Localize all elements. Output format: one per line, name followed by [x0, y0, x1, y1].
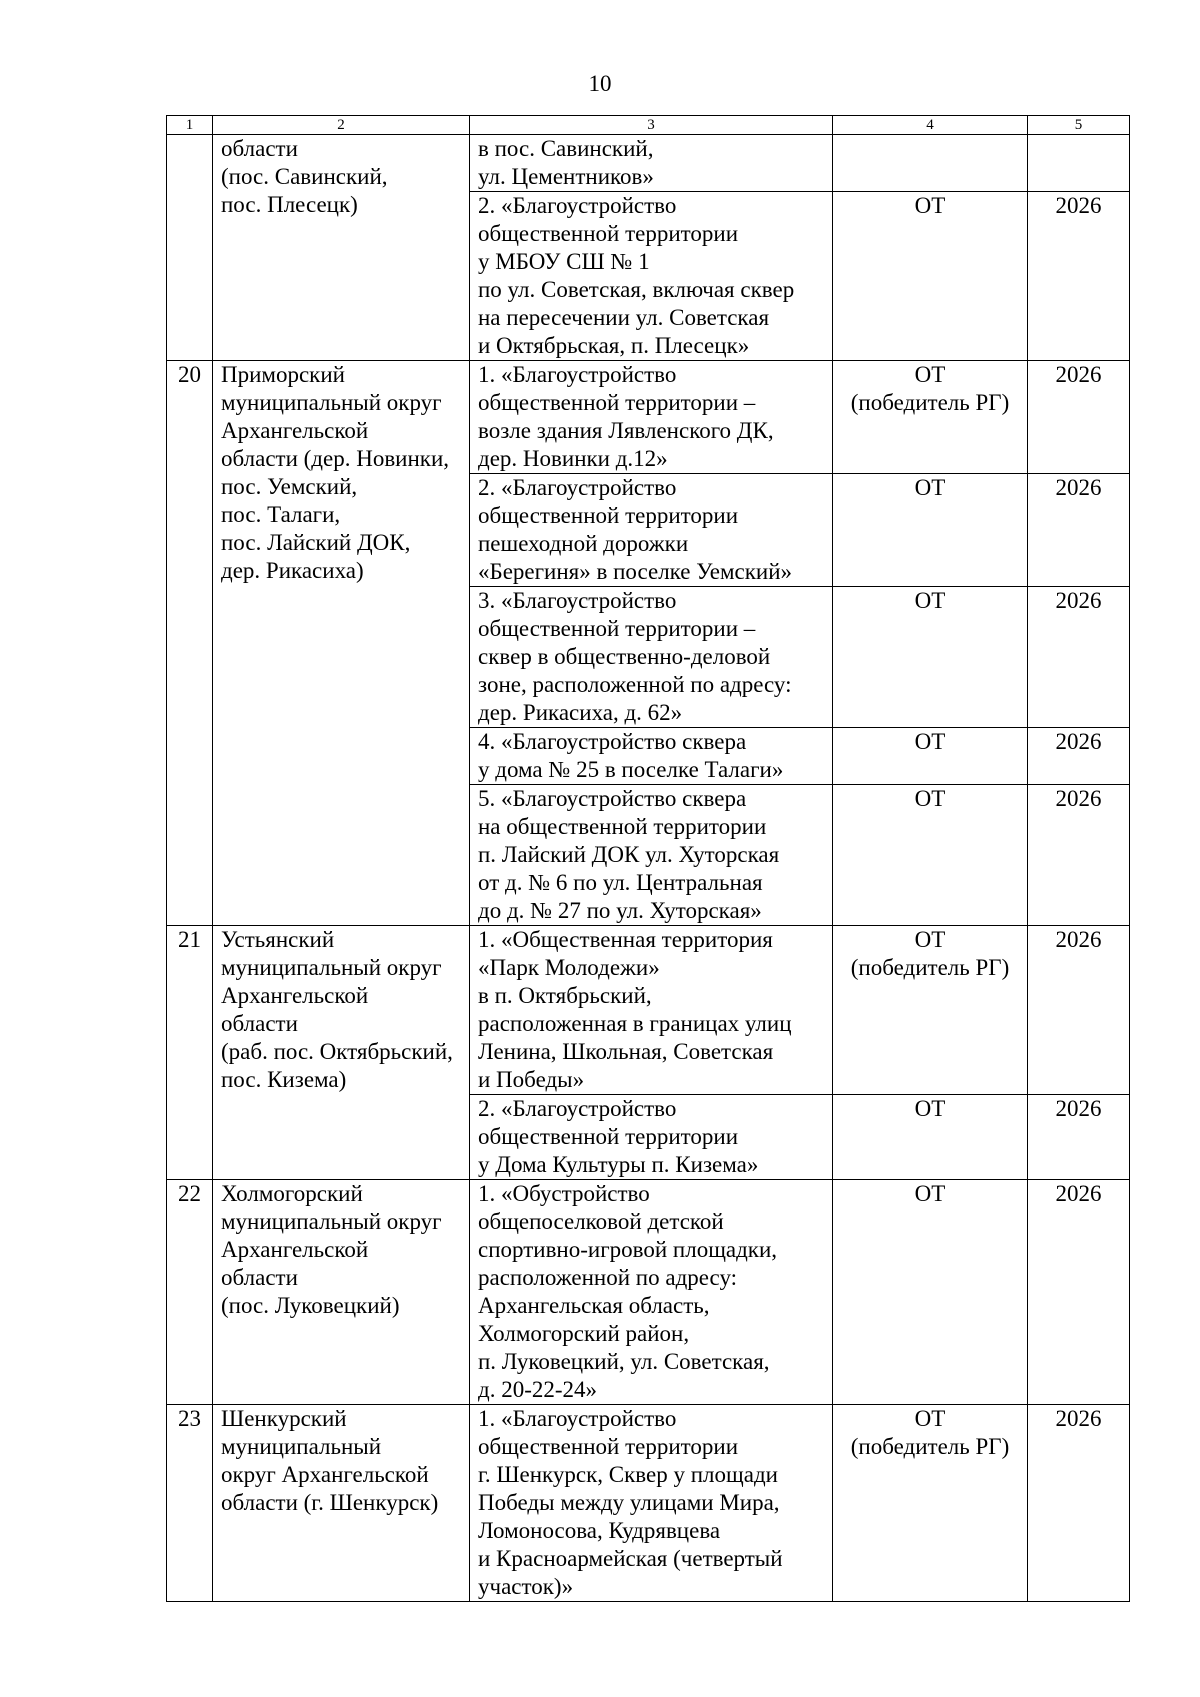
municipality-line: пос. Талаги, [221, 502, 341, 527]
row-number: 20 [167, 361, 213, 926]
municipality-line: округ Архангельской [221, 1462, 429, 1487]
project-cell [470, 361, 833, 474]
year-cell: 2026 [1028, 192, 1130, 361]
year-cell: 2026 [1028, 785, 1130, 926]
project-line: дер. Рикасиха, д. 62» [478, 700, 683, 725]
year-cell: 2026 [1028, 1095, 1130, 1180]
project-line: общественной территории – [478, 390, 756, 415]
municipality-line: Устьянский [221, 927, 335, 952]
project-line: 1. «Общественная территория [478, 927, 773, 952]
territory-type-cell [833, 1095, 1028, 1180]
municipality-line: области [221, 1011, 298, 1036]
project-cell [470, 587, 833, 728]
project-line: Победы между улицами Мира, [478, 1490, 780, 1515]
municipality-cell [213, 361, 470, 926]
territory-type-cell [833, 1180, 1028, 1405]
project-line: г. Шенкурск, Сквер у площади [478, 1462, 778, 1487]
project-line: до д. № 27 по ул. Хуторская» [478, 898, 762, 923]
year-cell: 2026 [1028, 1180, 1130, 1405]
project-line: и Красноармейская (четвертый [478, 1546, 783, 1571]
project-line: 2. «Благоустройство [478, 193, 677, 218]
municipality-line: Архангельской [221, 1237, 369, 1262]
municipality-line: области [221, 1265, 298, 1290]
municipality-line: Шенкурский [221, 1406, 347, 1431]
municipality-line: муниципальный [221, 1434, 382, 1459]
project-line: «Берегиня» в поселке Уемский» [478, 559, 793, 584]
project-line: 2. «Благоустройство [478, 1096, 677, 1121]
project-line: п. Луковецкий, ул. Советская, [478, 1349, 770, 1374]
project-line: спортивно-игровой площадки, [478, 1237, 778, 1262]
project-line: 5. «Благоустройство сквера [478, 786, 747, 811]
project-line: и Победы» [478, 1067, 585, 1092]
municipality-line: области [221, 136, 298, 161]
project-line: участок)» [478, 1574, 574, 1599]
project-cell [470, 474, 833, 587]
territory-type-line: ОТ [914, 729, 946, 754]
table-row [167, 1180, 1130, 1405]
project-line: зоне, расположенной по адресу: [478, 672, 792, 697]
territory-type-line: ОТ [914, 193, 946, 218]
project-line: 1. «Благоустройство [478, 1406, 677, 1431]
project-line: Архангельская область, [478, 1293, 710, 1318]
row-number: 21 [167, 926, 213, 1180]
project-line: 2. «Благоустройство [478, 475, 677, 500]
table-row [167, 1405, 1130, 1602]
column-number-header: 1 [167, 116, 213, 135]
municipality-line: области (г. Шенкурск) [221, 1490, 439, 1515]
municipality-cell [213, 926, 470, 1180]
project-cell [470, 135, 833, 192]
project-line: Холмогорский район, [478, 1321, 690, 1346]
territory-type-line: ОТ [914, 927, 946, 952]
project-line: общественной территории [478, 221, 738, 246]
territory-type-line: (победитель РГ) [850, 390, 1010, 415]
territory-type-line: (победитель РГ) [850, 955, 1010, 980]
project-line: Ломоносова, Кудрявцева [478, 1518, 721, 1543]
project-cell [470, 926, 833, 1095]
year-cell: 2026 [1028, 728, 1130, 785]
territory-type-line: ОТ [914, 786, 946, 811]
year-cell: 2026 [1028, 474, 1130, 587]
year-cell: 2026 [1028, 587, 1130, 728]
municipality-line: Холмогорский [221, 1181, 363, 1206]
project-line: на пересечении ул. Советская [478, 305, 770, 330]
project-line: в п. Октябрьский, [478, 983, 652, 1008]
project-line: 1. «Благоустройство [478, 362, 677, 387]
project-line: общественной территории [478, 503, 738, 528]
project-line: «Парк Молодежи» [478, 955, 660, 980]
territory-type-line: ОТ [914, 475, 946, 500]
municipality-line: области (дер. Новинки, [221, 446, 450, 471]
project-line: ул. Цементников» [478, 164, 654, 189]
year-cell: 2026 [1028, 361, 1130, 474]
territory-type-line: ОТ [914, 362, 946, 387]
project-line: у Дома Культуры п. Кизема» [478, 1152, 759, 1177]
territory-type-line: ОТ [914, 1181, 946, 1206]
territory-type-cell [833, 361, 1028, 474]
project-cell [470, 192, 833, 361]
project-line: по ул. Советская, включая сквер [478, 277, 795, 302]
municipality-line: дер. Рикасиха) [221, 558, 364, 583]
project-cell [470, 1405, 833, 1602]
municipality-line: муниципальный округ [221, 390, 442, 415]
project-line: у дома № 25 в поселке Талаги» [478, 757, 784, 782]
row-number: 23 [167, 1405, 213, 1602]
project-line: общественной территории [478, 1124, 738, 1149]
table-row [167, 926, 1130, 1095]
project-line: общепоселковой детской [478, 1209, 724, 1234]
project-cell [470, 1095, 833, 1180]
municipality-line: пос. Лайский ДОК, [221, 530, 411, 555]
project-line: у МБОУ СШ № 1 [478, 249, 650, 274]
column-number-header: 4 [833, 116, 1028, 135]
page-number: 10 [588, 71, 612, 96]
municipality-line: пос. Уемский, [221, 474, 358, 499]
territory-type-line: ОТ [914, 1406, 946, 1431]
column-number-header: 2 [213, 116, 470, 135]
municipality-cell [213, 135, 470, 361]
project-line: возле здания Лявленского ДК, [478, 418, 774, 443]
header-row [167, 116, 1130, 135]
project-line: дер. Новинки д.12» [478, 446, 668, 471]
project-cell [470, 1180, 833, 1405]
municipality-line: Приморский [221, 362, 345, 387]
table-row [167, 361, 1130, 474]
municipality-cell [213, 1405, 470, 1602]
program-table [166, 115, 1130, 1602]
table-row [167, 135, 1130, 192]
project-line: п. Лайский ДОК ул. Хуторская [478, 842, 780, 867]
project-line: в пос. Савинский, [478, 136, 654, 161]
territory-type-line: ОТ [914, 588, 946, 613]
row-number: 22 [167, 1180, 213, 1405]
municipality-line: пос. Кизема) [221, 1067, 347, 1092]
project-line: 4. «Благоустройство сквера [478, 729, 747, 754]
project-line: пешеходной дорожки [478, 531, 689, 556]
year-cell [1028, 135, 1130, 192]
territory-type-line: (победитель РГ) [850, 1434, 1010, 1459]
project-line: общественной территории [478, 1434, 738, 1459]
territory-type-cell [833, 474, 1028, 587]
project-line: Ленина, Школьная, Советская [478, 1039, 774, 1064]
project-line: общественной территории – [478, 616, 756, 641]
column-number-header: 5 [1028, 116, 1130, 135]
municipality-line: пос. Плесецк) [221, 192, 358, 217]
territory-type-cell [833, 728, 1028, 785]
project-line: сквер в общественно-деловой [478, 644, 771, 669]
project-cell [470, 785, 833, 926]
territory-type-cell [833, 1405, 1028, 1602]
municipality-line: (пос. Луковецкий) [221, 1293, 400, 1318]
municipality-line: (раб. пос. Октябрьский, [221, 1039, 453, 1064]
territory-type-cell [833, 135, 1028, 192]
municipality-line: (пос. Савинский, [221, 164, 388, 189]
territory-type-cell [833, 587, 1028, 728]
municipality-line: муниципальный округ [221, 1209, 442, 1234]
municipality-line: Архангельской [221, 418, 369, 443]
territory-type-line: ОТ [914, 1096, 946, 1121]
territory-type-cell [833, 785, 1028, 926]
year-cell: 2026 [1028, 1405, 1130, 1602]
project-line: на общественной территории [478, 814, 767, 839]
project-line: от д. № 6 по ул. Центральная [478, 870, 763, 895]
project-line: расположенная в границах улиц [478, 1011, 792, 1036]
project-line: д. 20-22-24» [478, 1377, 598, 1402]
column-number-header: 3 [470, 116, 833, 135]
year-cell: 2026 [1028, 926, 1130, 1095]
municipality-line: муниципальный округ [221, 955, 442, 980]
project-cell [470, 728, 833, 785]
municipality-line: Архангельской [221, 983, 369, 1008]
territory-type-cell [833, 926, 1028, 1095]
project-line: расположенной по адресу: [478, 1265, 738, 1290]
municipality-cell [213, 1180, 470, 1405]
row-number [167, 135, 213, 361]
project-line: и Октябрьская, п. Плесецк» [478, 333, 750, 358]
project-line: 1. «Обустройство [478, 1181, 650, 1206]
territory-type-cell [833, 192, 1028, 361]
project-line: 3. «Благоустройство [478, 588, 677, 613]
